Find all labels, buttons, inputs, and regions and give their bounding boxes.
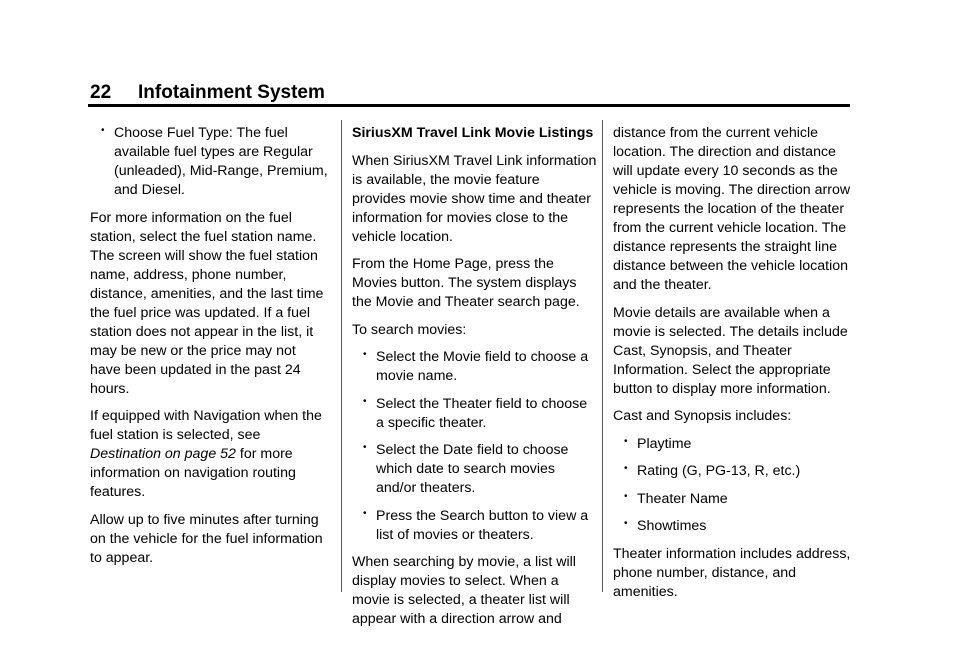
list-item: • Select the Movie field to choose a movie name.: [352, 348, 597, 386]
list-item: • Rating (G, PG-13, R, etc.): [613, 462, 858, 481]
section-title: Infotainment System: [138, 82, 325, 103]
bullet-icon: •: [624, 518, 628, 529]
search-steps-list: [352, 348, 597, 545]
list-item: • Theater Name: [613, 490, 858, 509]
list-item: • Select the Theater field to choose a specific theater.: [352, 395, 597, 433]
column-3: [613, 124, 858, 610]
paragraph: Theater information includes address, phone number, distance, and amenities.: [613, 545, 851, 600]
paragraph: Cast and Synopsis includes:: [613, 408, 792, 424]
cast-synopsis-list: [613, 435, 858, 537]
list-item: • Showtimes: [613, 517, 858, 536]
paragraph: When SiriusXM Travel Link information is available, the movie feature provides movie show time and theater information for movies close to the vehicle location.: [352, 152, 597, 245]
header-rule: [88, 104, 850, 107]
subsection-heading: SiriusXM Travel Link Movie Listings: [352, 125, 594, 141]
bullet-icon: •: [363, 349, 367, 360]
paragraph: From the Home Page, press the Movies button. The system displays the Movie and Theater search page.: [352, 256, 580, 310]
paragraph: To search movies:: [352, 321, 467, 338]
column-divider-2: [602, 120, 603, 592]
list-item: • Choose Fuel Type: The fuel available fuel types are Regular (unleaded), Mid-Range, Premium, and Diesel.: [90, 124, 330, 200]
paragraph: distance from the current vehicle location. The direction and distance will update every 10 seconds as the vehicle is moving. The direction arrow represents the location of the theater from the current vehicle location. The distance represents the straight line distance between the vehicle location and the theater.: [613, 125, 851, 293]
page-header: [90, 80, 850, 106]
column-2: [352, 124, 597, 638]
bullet-icon: •: [624, 435, 628, 447]
column-divider-1: [341, 120, 342, 592]
list-item: • Select the Date field to choose which date to search movies and/or theaters.: [352, 441, 597, 498]
bullet-icon: •: [101, 125, 105, 136]
paragraph: If equipped with Navigation when the fuel station is selected, see Destination on page 52 for more information on navigation routing features.: [90, 408, 322, 500]
paragraph: When searching by movie, a list will display movies to select. When a movie is selected, a theater list will appear with a direction arrow and: [352, 554, 576, 627]
page-number: 22: [90, 82, 112, 103]
cross-reference: Destination on page 52: [90, 446, 236, 462]
bullet-icon: •: [363, 395, 367, 407]
list-item: • Playtime: [613, 435, 858, 454]
bullet-icon: •: [363, 442, 367, 453]
fuel-type-list: [90, 124, 330, 200]
paragraph: Movie details are available when a movie is selected. The details include Cast, Synopsis, and Theater Information. Select the appropriate button to display more information.: [613, 304, 848, 397]
bullet-icon: •: [363, 507, 367, 519]
paragraph: Allow up to five minutes after turning on the vehicle for the fuel information to appear.: [90, 511, 323, 566]
list-item: • Press the Search button to view a list of movies or theaters.: [352, 507, 597, 545]
bullet-icon: •: [624, 463, 628, 474]
column-1: [90, 124, 330, 576]
bullet-icon: •: [624, 490, 628, 502]
paragraph: For more information on the fuel station, select the fuel station name. The screen will show the fuel station name, address, phone number, distance, amenities, and the last time the fuel price was updated. If a fuel station does not appear in the list, it may be new or the price may not have been updated in the past 24 hours.: [90, 209, 324, 397]
